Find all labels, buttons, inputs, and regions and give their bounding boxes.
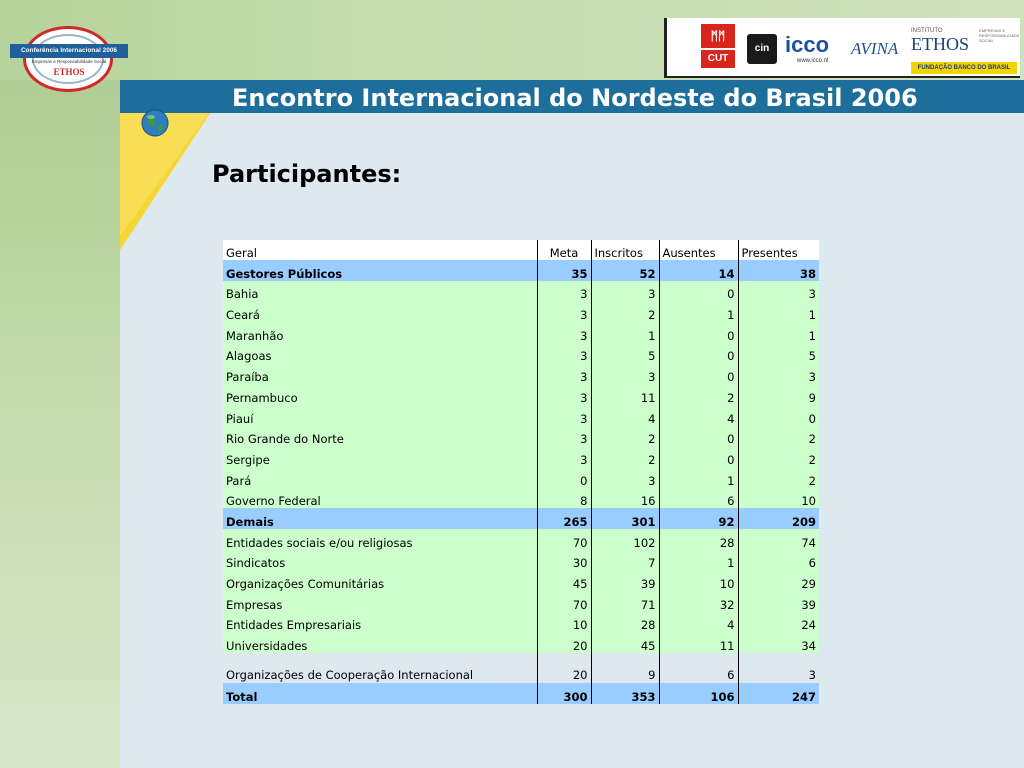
cell-inscritos: 2 — [591, 426, 659, 447]
table-row — [223, 653, 819, 683]
cell-inscritos: 39 — [591, 570, 659, 591]
cell-ausentes: 28 — [659, 529, 738, 550]
cell-ausentes: 0 — [659, 281, 738, 302]
cell-meta: 8 — [537, 488, 591, 509]
fbb-logo: FUNDAÇÃO BANCO DO BRASIL — [911, 62, 1017, 74]
cell-inscritos: 102 — [591, 529, 659, 550]
column-header-geral: Geral — [223, 240, 537, 260]
cell-inscritos: 3 — [591, 281, 659, 302]
table-row — [223, 612, 819, 633]
cell-meta: 3 — [537, 343, 591, 364]
cell-ausentes: 11 — [659, 632, 738, 653]
cell-meta: 3 — [537, 446, 591, 467]
cell-meta: 70 — [537, 591, 591, 612]
table-row — [223, 426, 819, 447]
cell-presentes: 3 — [738, 281, 819, 302]
page-title: Encontro Internacional do Nordeste do Brasil 2006 — [232, 84, 918, 112]
cin-logo: cin — [747, 34, 777, 64]
cell-inscritos: 3 — [591, 363, 659, 384]
table-row — [223, 570, 819, 591]
cell-inscritos: 9 — [591, 653, 659, 683]
cell-meta: 35 — [537, 260, 591, 281]
cell-presentes: 74 — [738, 529, 819, 550]
row-label: Bahia — [223, 281, 537, 302]
cell-presentes: 5 — [738, 343, 819, 364]
cell-presentes: 1 — [738, 322, 819, 343]
avina-logo: AVINA — [851, 39, 899, 58]
cell-inscritos: 1 — [591, 322, 659, 343]
row-label: Universidades — [223, 632, 537, 653]
table-row — [223, 529, 819, 550]
cell-meta: 300 — [537, 683, 591, 704]
icco-logo — [785, 32, 845, 68]
row-label: Entidades Empresariais — [223, 612, 537, 633]
cell-presentes: 0 — [738, 405, 819, 426]
conference-logo — [10, 26, 128, 96]
icco-word: icco — [785, 32, 830, 57]
cell-ausentes: 32 — [659, 591, 738, 612]
table-row — [223, 550, 819, 571]
table-row — [223, 405, 819, 426]
icco-url: www.icco.nl — [797, 58, 829, 64]
cut-symbol: ᛗᛗ — [701, 24, 735, 48]
column-header-presentes: Presentes — [738, 240, 819, 260]
cell-presentes: 2 — [738, 446, 819, 467]
row-label: Total — [223, 683, 537, 704]
cell-ausentes: 0 — [659, 446, 738, 467]
cell-ausentes: 6 — [659, 488, 738, 509]
cell-ausentes: 1 — [659, 301, 738, 322]
cell-ausentes: 4 — [659, 612, 738, 633]
cell-ausentes: 0 — [659, 363, 738, 384]
row-label: Sindicatos — [223, 550, 537, 571]
cell-presentes: 2 — [738, 467, 819, 488]
participants-table — [223, 240, 819, 704]
cell-inscritos: 301 — [591, 508, 659, 529]
cell-meta: 265 — [537, 508, 591, 529]
cell-inscritos: 45 — [591, 632, 659, 653]
cell-presentes: 34 — [738, 632, 819, 653]
row-label: Governo Federal — [223, 488, 537, 509]
cell-inscritos: 3 — [591, 467, 659, 488]
row-label: Paraíba — [223, 363, 537, 384]
cell-presentes: 38 — [738, 260, 819, 281]
ethos-inst: INSTITUTO — [911, 28, 943, 34]
row-label: Pernambuco — [223, 384, 537, 405]
cell-ausentes: 6 — [659, 653, 738, 683]
cell-presentes: 3 — [738, 363, 819, 384]
cut-logo — [701, 24, 735, 68]
cell-ausentes: 0 — [659, 322, 738, 343]
cell-inscritos: 2 — [591, 301, 659, 322]
logo-banner: Conferência Internacional 2006 — [10, 44, 128, 58]
cell-ausentes: 14 — [659, 260, 738, 281]
cell-inscritos: 4 — [591, 405, 659, 426]
table-row — [223, 363, 819, 384]
cell-meta: 10 — [537, 612, 591, 633]
cell-meta: 3 — [537, 405, 591, 426]
cell-presentes: 1 — [738, 301, 819, 322]
row-label: Organizações Comunitárias — [223, 570, 537, 591]
cell-presentes: 24 — [738, 612, 819, 633]
cell-presentes: 209 — [738, 508, 819, 529]
ethos-logo — [911, 28, 1020, 76]
table-group-row — [223, 508, 819, 529]
row-label: Pará — [223, 467, 537, 488]
cell-presentes: 10 — [738, 488, 819, 509]
cell-meta: 30 — [537, 550, 591, 571]
cell-presentes: 9 — [738, 384, 819, 405]
globe-icon — [140, 108, 170, 138]
cell-ausentes: 10 — [659, 570, 738, 591]
cell-meta: 0 — [537, 467, 591, 488]
cell-meta: 20 — [537, 653, 591, 683]
table-row — [223, 301, 819, 322]
cell-presentes: 247 — [738, 683, 819, 704]
table-body — [223, 240, 819, 704]
table-row — [223, 488, 819, 509]
cell-meta: 3 — [537, 363, 591, 384]
table-group-row — [223, 683, 819, 704]
cell-inscritos: 28 — [591, 612, 659, 633]
row-label: Demais — [223, 508, 537, 529]
row-label: Empresas — [223, 591, 537, 612]
row-label: Alagoas — [223, 343, 537, 364]
section-title: Participantes: — [212, 160, 402, 188]
table-row — [223, 322, 819, 343]
table-row — [223, 632, 819, 653]
row-label: Ceará — [223, 301, 537, 322]
cell-inscritos: 5 — [591, 343, 659, 364]
logo-subtitle: Empresas e Responsabilidade Social — [31, 59, 107, 64]
cell-inscritos: 16 — [591, 488, 659, 509]
table-group-row — [223, 260, 819, 281]
table-row — [223, 446, 819, 467]
cell-meta: 3 — [537, 322, 591, 343]
row-label: Piauí — [223, 405, 537, 426]
cell-ausentes: 0 — [659, 426, 738, 447]
cell-inscritos: 71 — [591, 591, 659, 612]
cell-presentes: 6 — [738, 550, 819, 571]
column-header-meta: Meta — [537, 240, 591, 260]
cell-presentes: 3 — [738, 653, 819, 683]
cell-inscritos: 2 — [591, 446, 659, 467]
cell-meta: 3 — [537, 426, 591, 447]
row-label: Sergipe — [223, 446, 537, 467]
row-label: Rio Grande do Norte — [223, 426, 537, 447]
column-header-ausentes: Ausentes — [659, 240, 738, 260]
cell-ausentes: 4 — [659, 405, 738, 426]
cell-inscritos: 11 — [591, 384, 659, 405]
cell-meta: 3 — [537, 301, 591, 322]
cell-meta: 20 — [537, 632, 591, 653]
cell-ausentes: 1 — [659, 467, 738, 488]
cell-presentes: 29 — [738, 570, 819, 591]
row-label: Maranhão — [223, 322, 537, 343]
table-row — [223, 591, 819, 612]
table-row — [223, 467, 819, 488]
cell-inscritos: 353 — [591, 683, 659, 704]
table-row — [223, 384, 819, 405]
cell-inscritos: 52 — [591, 260, 659, 281]
ethos-name: ETHOS — [911, 34, 969, 54]
row-label: Organizações de Cooperação Internacional — [226, 668, 474, 683]
table-row — [223, 343, 819, 364]
ethos-desc: EMPRESAS E RESPONSABILIDADE SOCIAL — [979, 28, 1020, 43]
cell-meta: 45 — [537, 570, 591, 591]
row-label: Gestores Públicos — [223, 260, 537, 281]
table-header-row — [223, 240, 819, 260]
cell-presentes: 39 — [738, 591, 819, 612]
cell-presentes: 2 — [738, 426, 819, 447]
cell-meta: 3 — [537, 281, 591, 302]
table-row — [223, 281, 819, 302]
cut-label: CUT — [701, 50, 735, 68]
cell-meta: 70 — [537, 529, 591, 550]
cell-ausentes: 0 — [659, 343, 738, 364]
cell-meta: 3 — [537, 384, 591, 405]
cell-ausentes: 2 — [659, 384, 738, 405]
logo-name: ETHOS — [53, 67, 85, 77]
partner-logos-panel — [664, 18, 1020, 78]
cell-inscritos: 7 — [591, 550, 659, 571]
cell-ausentes: 92 — [659, 508, 738, 529]
cell-ausentes: 1 — [659, 550, 738, 571]
cell-ausentes: 106 — [659, 683, 738, 704]
column-header-inscritos: Inscritos — [591, 240, 659, 260]
row-label: Entidades sociais e/ou religiosas — [223, 529, 537, 550]
